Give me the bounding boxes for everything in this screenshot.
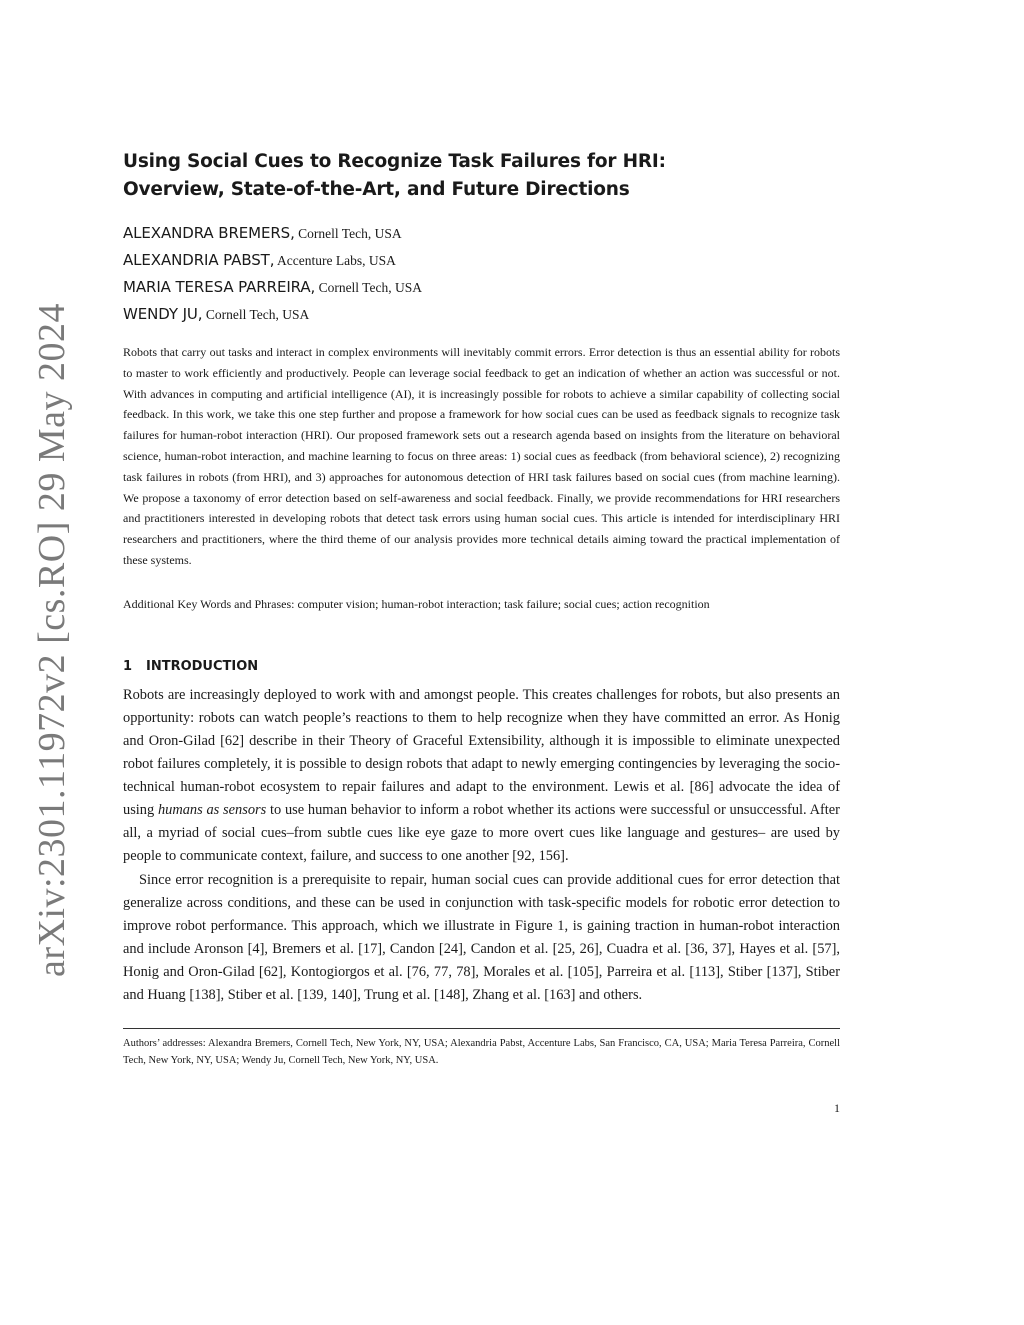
paper-title-line-1: Using Social Cues to Recognize Task Failures for HRI:: [123, 151, 666, 172]
section-heading: [123, 659, 840, 674]
author-affiliation: Cornell Tech, USA: [315, 280, 422, 295]
arxiv-identifier-margin: [31, 302, 74, 978]
intro-paragraph-1: [123, 684, 840, 869]
section-number: 1: [123, 658, 133, 674]
author-entry: [123, 274, 840, 301]
paragraph-text: to use human behavior to inform a robot whether its actions were successful or unsuccessful. After all, a myriad of social cues–from subtle cues like eye gaze to more overt cues like language and gestures– are used by people to communicate context, failure, and success to one another [92, 156].: [123, 802, 840, 865]
page-number: 1: [834, 1101, 840, 1115]
author-affiliation: Cornell Tech, USA: [294, 226, 402, 241]
paper-page: [123, 148, 840, 1069]
arxiv-identifier: arXiv:2301.11972v2 [cs.RO] 29 May 2024: [31, 302, 74, 978]
author-entry: [123, 220, 840, 247]
intro-paragraph-2: Since error recognition is a prerequisite to repair, human social cues can provide additional cues for error detection that generalize across conditions, and these can be used in conjunction with task-specific models for robotic error detection to improve robot performance. This approach, which we illustrate in Figure 1, is gaining traction in human-robot interaction and include Aronson [4], Bremers et al. [17], Candon [24], Candon et al. [25, 26], Cuadra et al. [36, 37], Hayes et al. [57], Honig and Oron-Gilad [62], Kontogiorgos et al. [76, 77, 78], Morales et al. [105], Parreira et al. [113], Stiber [137], Stiber and Huang [138], Stiber et al. [139, 140], Trung et al. [148], Zhang et al. [163] and others.: [123, 871, 840, 1003]
author-name: ALEXANDRA BREMERS,: [123, 224, 295, 242]
author-name: MARIA TERESA PARREIRA,: [123, 278, 316, 296]
paper-title: [123, 148, 840, 204]
author-name: ALEXANDRIA PABST,: [123, 251, 275, 269]
keywords: Additional Key Words and Phrases: computer vision; human-robot interaction; task failure; social cues; action recognition: [123, 596, 710, 611]
author-list: [123, 220, 840, 328]
paragraph-text: Robots are increasingly deployed to work with and amongst people. This creates challenges for robots, but also presents an opportunity: robots can watch people’s reactions to them to help recognize when they have committed an error. As Honig and Oron-Gilad [62] describe in their Theory of Graceful Extensibility, although it is impossible to eliminate unexpected robot failures completely, it is possible to design robots that adapt to newly emerging contingencies by leveraging the socio-technical human-robot ecosystem to repair failures and adapt to the environment. Lewis et al. [86] advocate the idea of using: [123, 686, 840, 819]
abstract: Robots that carry out tasks and interact in complex environments will inevitably commit errors. Error detection is thus an essential ability for robots to master to work efficiently and productively. People can leverage social feedback to get an indication of whether an action was successful or not. With advances in computing and artificial intelligence (AI), it is increasingly possible for robots to achieve a similar capability of collecting social feedback. In this work, we take this one step further and propose a framework for how social cues can be used as feedback signals to recognize task failures for human-robot interaction (HRI). Our proposed framework sets out a research agenda based on insights from the literature on behavioral science, human-robot interaction, and machine learning to focus on three areas: 1) social cues as feedback (from behavioral science), 2) recognizing task failures in robots (from HRI), and 3) approaches for autonomous detection of HRI task failures based on social cues (from machine learning). We propose a taxonomy of error detection based on self-awareness and social feedback. Finally, we provide recommendations for HRI researchers and practitioners interested in developing robots that detect task errors using human social cues. This article is intended for interdisciplinary HRI researchers and practitioners, where the third theme of our analysis provides more technical details aiming toward the practical implementation of these systems.: [123, 345, 840, 567]
author-name: WENDY JU,: [123, 305, 203, 323]
author-affiliation: Accenture Labs, USA: [274, 253, 396, 268]
emphasized-phrase: humans as sensors: [157, 802, 267, 819]
author-affiliation: Cornell Tech, USA: [202, 307, 310, 322]
footnote-divider: [123, 1028, 840, 1029]
author-entry: [123, 247, 840, 274]
author-addresses-footnote: Authors’ addresses: Alexandra Bremers, Cornell Tech, New York, NY, USA; Alexandria Pabst, Accenture Labs, San Francisco, CA, USA; Maria Teresa Parreira, Cornell Tech, New York, NY, USA; Wendy Ju, Cornell Tech, New York, NY, USA.: [123, 1038, 840, 1067]
section-title: INTRODUCTION: [146, 658, 259, 674]
author-entry: [123, 301, 840, 328]
paper-title-line-2: Overview, State-of-the-Art, and Future Directions: [123, 179, 630, 200]
